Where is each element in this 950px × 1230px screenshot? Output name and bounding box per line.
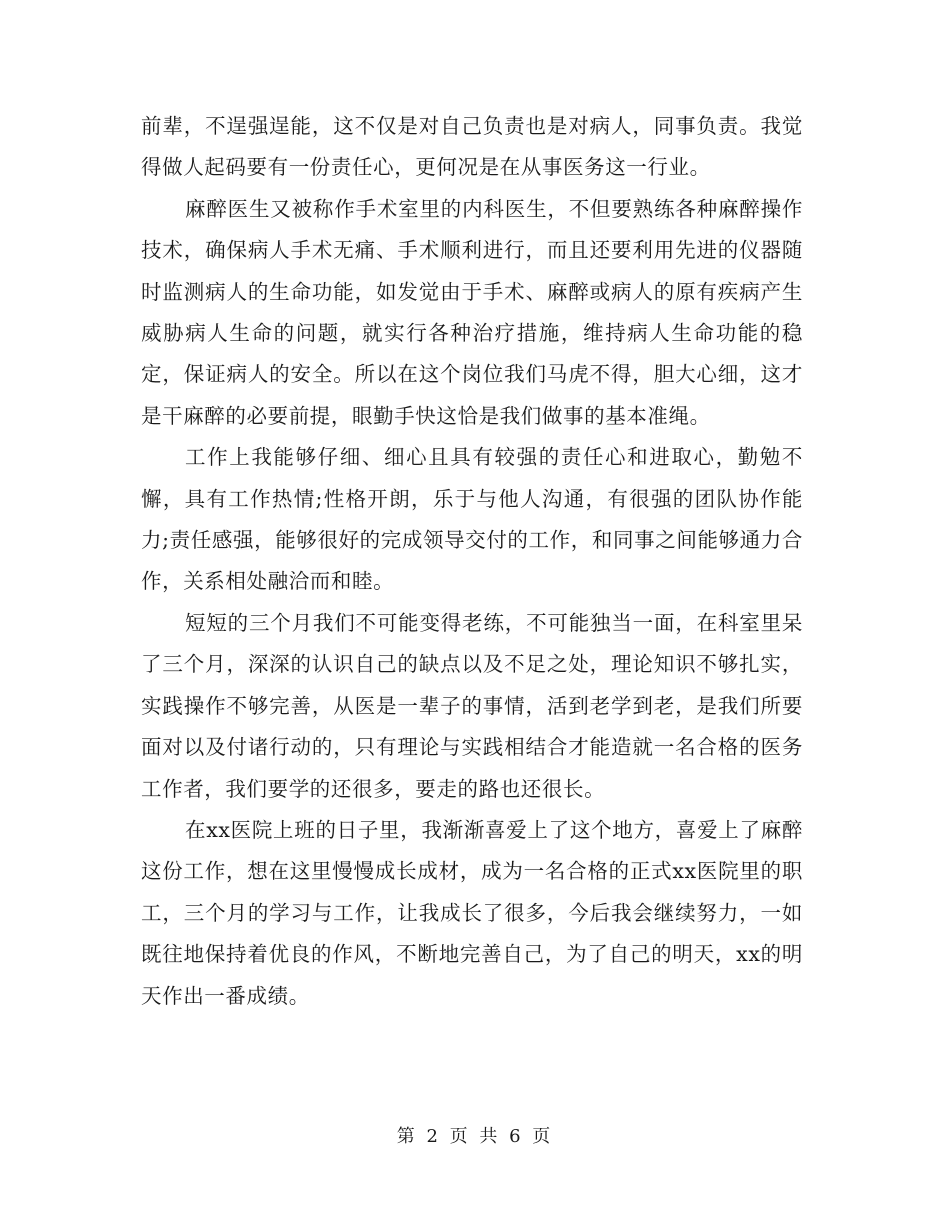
paragraph-3: 工作上我能够仔细、细心且具有较强的责任心和进取心，勤勉不懈，具有工作热情;性格开朗，乐于与他人沟通，有很强的团队协作能力;责任感强，能够很好的完成领导交付的工作，和同事之间能够通力合作，关系相处融洽而和睦。 bbox=[141, 445, 803, 594]
paragraph-1: 前辈，不逞强逞能，这不仅是对自己负责也是对病人，同事负责。我觉得做人起码要有一份责任心，更何况是在从事医务这一行业。 bbox=[141, 114, 803, 180]
page-footer: 第 2 页 共 6 页 bbox=[396, 1126, 554, 1147]
paragraph-5: 在xx医院上班的日子里，我渐渐喜爱上了这个地方，喜爱上了麻醉这份工作，想在这里慢慢成长成材，成为一名合格的正式xx医院里的职工，三个月的学习与工作，让我成长了很多，今后我会继续努力，一如既往地保持着优良的作风，不断地完善自己，为了自己的明天，xx的明天作出一番成绩。 bbox=[141, 817, 803, 1008]
paragraph-4: 短短的三个月我们不可能变得老练，不可能独当一面，在科室里呆了三个月，深深的认识自己的缺点以及不足之处，理论知识不够扎实，实践操作不够完善，从医是一辈子的事情，活到老学到老，是我们所要面对以及付诸行动的，只有理论与实践相结合才能造就一名合格的医务工作者，我们要学的还很多，要走的路也还很长。 bbox=[141, 610, 803, 801]
document-body bbox=[141, 106, 803, 1017]
paragraph-2: 麻醉医生又被称作手术室里的内科医生，不但要熟练各种麻醉操作技术，确保病人手术无痛、手术顺利进行，而且还要利用先进的仪器随时监测病人的生命功能，如发觉由于手术、麻醉或病人的原有疾病产生威胁病人生命的问题，就实行各种治疗措施，维持病人生命功能的稳定，保证病人的安全。所以在这个岗位我们马虎不得，胆大心细，这才是干麻醉的必要前提，眼勤手快这恰是我们做事的基本准绳。 bbox=[141, 196, 803, 428]
